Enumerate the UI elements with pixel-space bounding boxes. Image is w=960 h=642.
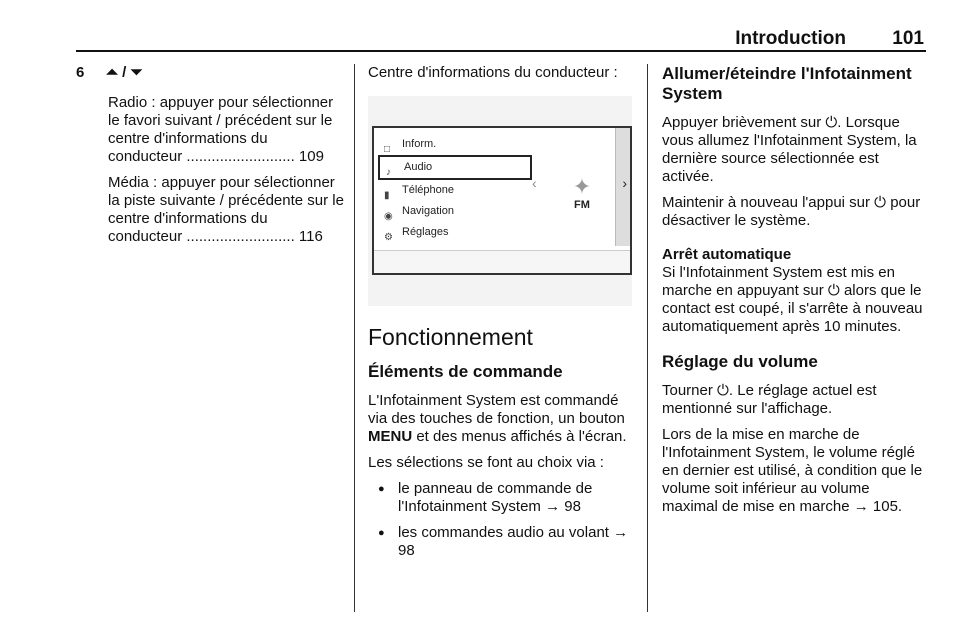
settings-icon: ⚙	[384, 232, 393, 243]
figure-caption: Centre d'informations du conducteur :	[368, 64, 618, 81]
bullet-list	[368, 480, 632, 560]
auto-off-paragraph: Si l'Infotainment System est mis en marche en appuyant sur ⏻ alors que le contact est coupé, il s'arrête à nouveau automatiquement après 10 minutes.	[662, 264, 923, 335]
info-icon: □	[384, 144, 391, 155]
screen-menu	[378, 134, 532, 243]
source-indicator	[552, 174, 612, 214]
section-heading: Fonctionnement	[368, 324, 533, 350]
page-number: 101	[892, 28, 924, 49]
power-heading: Allumer/éteindre l'Infotainment System	[662, 64, 912, 103]
auto-off-heading: Arrêt automatique	[662, 246, 792, 263]
driver-info-screen-photo	[368, 96, 632, 306]
list-item: ● les commandes audio au volant → 98	[368, 524, 632, 560]
page-header	[76, 28, 926, 50]
menu-item-navigation: ◉ Navigation	[378, 201, 532, 222]
radio-antenna-icon: ✦	[572, 174, 592, 199]
menu-keyword: MENU	[368, 428, 413, 445]
volume-paragraph-2: Lors de la mise en marche de l'Infotainment System, le volume réglé en dernier est utilisé, à condition que le volume soit inférieur au volume maximal de mise en marche → 105.	[662, 426, 923, 515]
chevron-right-icon: ›	[622, 175, 627, 191]
header-rule	[76, 50, 926, 52]
chevron-left-icon: ‹	[532, 175, 537, 191]
volume-heading: Réglage du volume	[662, 352, 818, 371]
menu-item-audio: ♪ Audio	[378, 155, 532, 180]
column-divider-1	[354, 64, 355, 612]
column-divider-2	[647, 64, 648, 612]
seek-up-down-icon: ⏶ / ⏷	[106, 64, 143, 81]
screen-frame	[372, 126, 632, 275]
music-icon: ♪	[386, 167, 391, 178]
radio-description: Radio : appuyer pour sélectionner le favori suivant / précédent sur le centre d'informations du conducteur .......................... 109	[108, 94, 334, 165]
navigation-icon: ◉	[384, 211, 393, 222]
page-title: Introduction	[735, 28, 846, 49]
choice-paragraph: Les sélections se font au choix via :	[368, 454, 604, 471]
subsection-heading: Éléments de commande	[368, 362, 563, 381]
power-paragraph-2: Maintenir à nouveau l'appui sur ⏻ pour désactiver le système.	[662, 194, 921, 229]
menu-item-telephone: ▮ Téléphone	[378, 180, 532, 201]
media-description: Média : appuyer pour sélectionner la piste suivante / précédente sur le centre d'informations du conducteur .......................... 116	[108, 174, 344, 245]
power-paragraph-1: Appuyer brièvement sur ⏻. Lorsque vous allumez l'Infotainment System, la dernière source sélectionnée est activée.	[662, 114, 917, 185]
column-2	[368, 64, 632, 568]
item-number: 6	[76, 64, 85, 81]
intro-paragraph: L'Infotainment System est commandé via des touches de fonction, un bouton MENU et des menus affichés à l'écran.	[368, 392, 627, 445]
menu-item-inform: □ Inform.	[378, 134, 532, 155]
menu-item-settings: ⚙ Réglages	[378, 222, 532, 243]
volume-paragraph-1: Tourner ⏻. Le réglage actuel est mentionné sur l'affichage.	[662, 382, 877, 417]
screen-status-bar	[374, 250, 630, 273]
source-label: FM	[574, 199, 590, 211]
list-item: ● le panneau de commande de l'Infotainment System → 98	[368, 480, 632, 516]
phone-icon: ▮	[384, 190, 390, 201]
column-3	[662, 64, 926, 524]
